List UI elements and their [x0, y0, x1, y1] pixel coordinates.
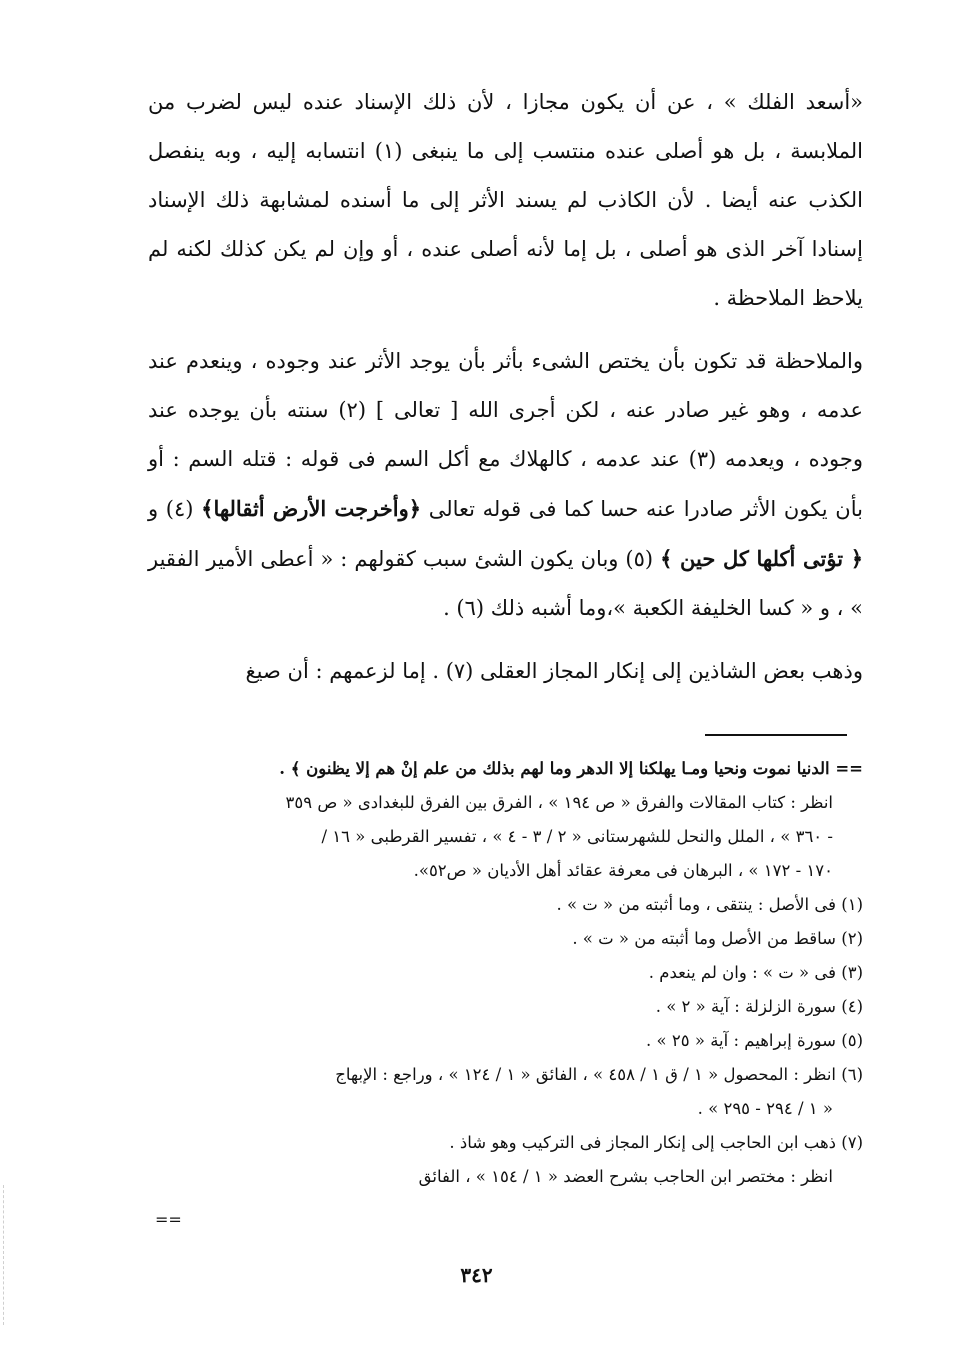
paragraph-2-text: والملاحظة قد تكون بأن يختص الشىء بأثر بأن يوجد الأثر عند وجوده ، وينعدم عند عدمه ، وهو غير صادر عنه ، لكن أجرى الله [ تعالى ] (٢) سنته بأن يوجده عند وجوده ، ويعدمه (٣) عند عدمه ، كالهلاك مع أكل السم فى قوله : قتله السم : أو بأن يكون الأثر صادرا عنه حسا كما فى قوله تعالى: [148, 349, 863, 521]
quran-verse-2: ﴿ تؤتى أكلها كل حين ﴾: [660, 546, 864, 571]
paragraph-2-end: وبان يكون الشئ سبب كقولهم : « أعطى الأمير الفقير » ، و « كسا الخليفة الكعبة »،وما أشبه ذلك (٦) .: [148, 547, 863, 620]
paragraph-1: «أسعد الفلك » ، عن أن يكون مجازا ، لأن ذلك الإسناد عنده ليس لضرب من الملابسة ، بل هو أصلى عنده منتسب إلى ما ينبغى (١) انتسابه إليه ، وبه ينفصل الكذب عنه أيضا . لأن الكاذب لم يسند الأثر إلى ما أسنده لمشابهة ذلك الإسناد إسنادا آخر الذى هو أصلى ، بل إما لأنه أصلى عنده ، أو وإن لم يكن كذلك لكنه لم يلاحظ الملاحظة .: [148, 90, 863, 310]
footnote-6: (٦) انظر : المحصول « ١ / ق ١ / ٤٥٨ » ، الفائق « ١ / ١٢٤ » ، وراجع : الإبهاج: [335, 1065, 863, 1084]
footnote-2: (٢) ساقط من الأصل وما أثبته من « ت » .: [572, 929, 863, 948]
footnote-3: (٣) فى « ت » : وان لم ينعدم .: [648, 963, 863, 982]
footnote-5: (٥) سورة إبراهيم : آية « ٢٥ » .: [646, 1031, 863, 1050]
page-number: ٣٤٢: [460, 1263, 493, 1287]
footnote-continuation-line-3: ١٧٠ - ١٧٢ » ، البرهان فى معرفة عقائد أهل الأديان « ص٥٢».: [413, 861, 833, 880]
footnote-continuation-line-1: انظر : كتاب المقالات والفرق « ص ١٩٤ » ، الفرق بين الفرق للبغدادى « ص ٣٥٩: [285, 793, 833, 812]
quran-verse-1: ﴿وأخرجت الأرض أثقالها﴾: [201, 496, 422, 521]
main-text: [148, 78, 863, 696]
footnote-continuation-line-2: - ٣٦٠ » ، الملل والنحل للشهرستانى « ٢ / ٣ - ٤ » ، تفسير القرطبى « ١٦ /: [321, 827, 833, 846]
footnotes: [148, 752, 863, 1194]
paragraph-3: وذهب بعض الشاذين إلى إنكار المجاز العقلى (٧) . إما لزعمهم : أن صيغ: [245, 659, 863, 683]
footnote-4: (٤) سورة الزلزلة : آية « ٢ » .: [655, 997, 863, 1016]
footnote-6-continuation: « ١ / ٢٩٤ - ٢٩٥ » .: [697, 1099, 833, 1118]
footnote-7: (٧) ذهب ابن الحاجب إلى إنكار المجاز فى التركيب وهو شاذ .: [449, 1133, 863, 1152]
footnote-separator: [705, 734, 847, 736]
continuation-mark: ==: [155, 1210, 182, 1229]
scan-edge: [3, 1185, 6, 1325]
footnote-continuation-verse: == الدنيا نموت ونحيا ومـا يهلكنا إلا الدهر وما لهم بذلك من علم إنْ هم إلا يظنون ﴾ .: [279, 759, 863, 778]
footnote-ref-5: (٥): [618, 547, 661, 571]
footnote-1: (١) فى الأصل : ينتقى ، وما أثبته من « ت » .: [556, 895, 863, 914]
footnote-ref-4: (٤) و: [148, 497, 202, 521]
footnote-7-continuation: انظر : مختصر ابن الحاجب بشرح العضد « ١ / ١٥٤ » ، الفائق: [418, 1167, 833, 1186]
paragraph-2: [148, 337, 863, 633]
